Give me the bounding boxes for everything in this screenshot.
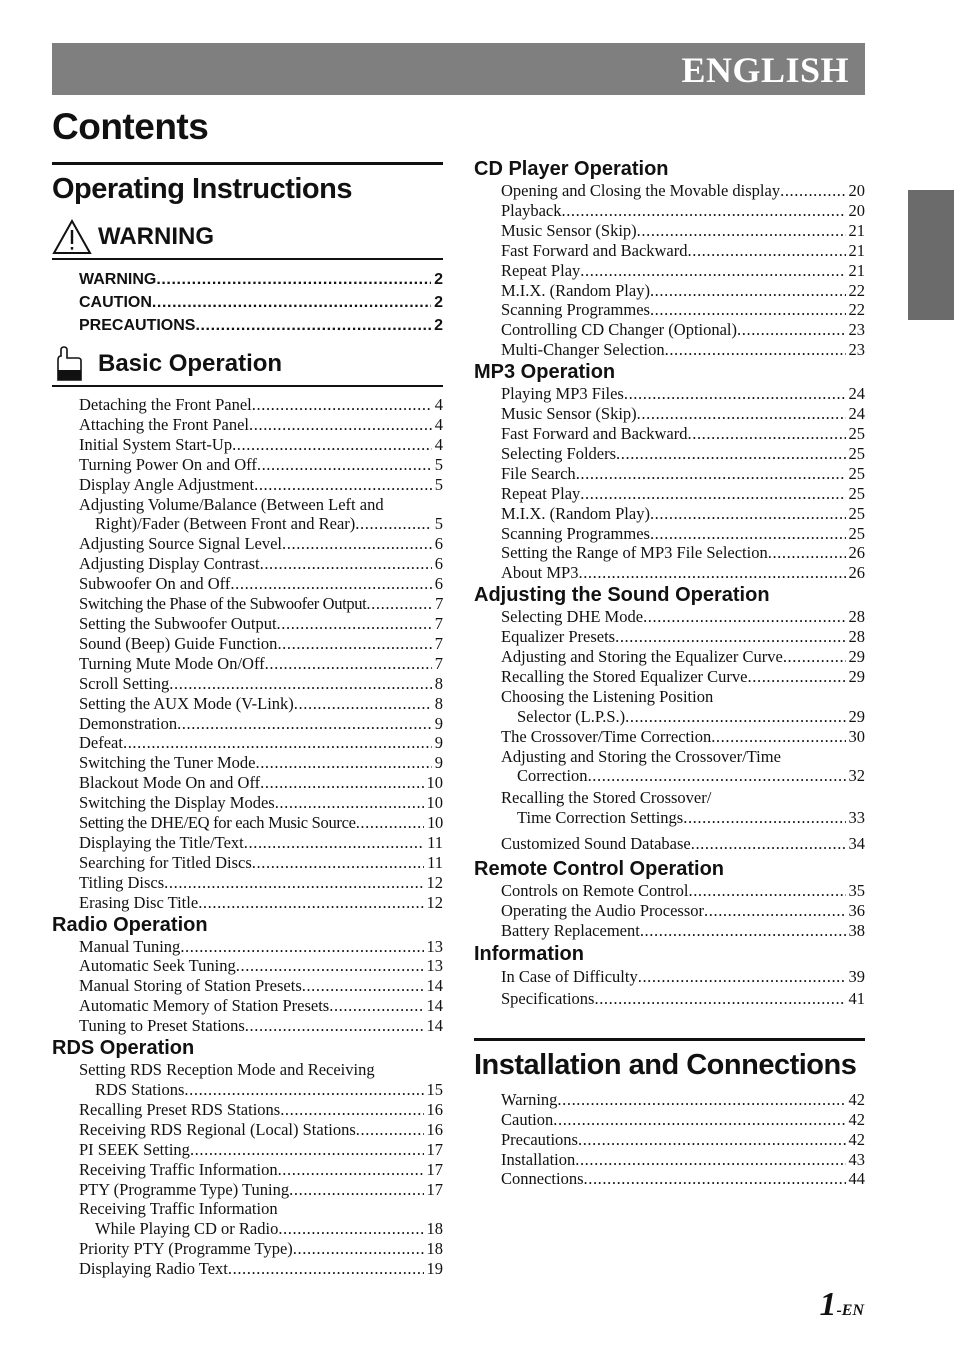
toc-entry[interactable]: Controlling CD Changer (Optional) ..... 23: [501, 320, 865, 340]
toc-entry[interactable]: Titling Discs ..... 12: [79, 873, 443, 893]
information-list: [474, 966, 865, 1010]
side-tab-marker: [908, 190, 954, 320]
toc-entry[interactable]: Fast Forward and Backward ..... 21: [501, 241, 865, 261]
toc-entry[interactable]: Connections ..... 44: [501, 1169, 865, 1189]
toc-entry[interactable]: Defeat ..... 9: [79, 733, 443, 753]
toc-entry[interactable]: Subwoofer On and Off ..... 6: [79, 574, 443, 594]
toc-entry[interactable]: Warning ..... 42: [501, 1090, 865, 1110]
toc-entry[interactable]: Scanning Programmes ..... 25: [501, 524, 865, 544]
toc-entry[interactable]: Manual Storing of Station Presets ..... 14: [79, 976, 443, 996]
toc-entry[interactable]: Precautions ..... 42: [501, 1130, 865, 1150]
toc-entry-multiline[interactable]: Setting RDS Reception Mode and Receiving RDS Stations ..... 15: [79, 1060, 443, 1100]
warning-list: [52, 268, 443, 337]
section-header-warning: [52, 216, 443, 258]
chapter-title-information: Information: [474, 942, 584, 965]
toc-entry[interactable]: Music Sensor (Skip) ..... 21: [501, 221, 865, 241]
toc-entry[interactable]: Attaching the Front Panel ..... 4: [79, 415, 443, 435]
sound-list-continued: [474, 727, 865, 747]
toc-entry[interactable]: Equalizer Presets ..... 28: [501, 627, 865, 647]
toc-entry[interactable]: Automatic Seek Tuning ..... 13: [79, 956, 443, 976]
toc-entry[interactable]: Scanning Programmes ..... 22: [501, 300, 865, 320]
language-banner: [52, 43, 865, 95]
right-column: [474, 157, 865, 1189]
divider: [52, 385, 443, 387]
toc-entry[interactable]: PI SEEK Setting ..... 17: [79, 1140, 443, 1160]
toc-entry[interactable]: Selecting Folders ..... 25: [501, 444, 865, 464]
toc-entry[interactable]: Recalling Preset RDS Stations ..... 16: [79, 1100, 443, 1120]
toc-entry[interactable]: Setting the AUX Mode (V-Link) ..... 8: [79, 694, 443, 714]
rds-list-continued: [52, 1239, 443, 1279]
chapter-title-radio: Radio Operation: [52, 913, 208, 936]
toc-entry[interactable]: Selecting DHE Mode ..... 28: [501, 607, 865, 627]
toc-entry[interactable]: Operating the Audio Processor ..... 36: [501, 901, 865, 921]
toc-entry[interactable]: Automatic Memory of Station Presets ..... 14: [79, 996, 443, 1016]
section-header-basic: [52, 343, 443, 385]
divider: [474, 1038, 865, 1041]
toc-entry[interactable]: Switching the Phase of the Subwoofer Output ..... 7: [79, 594, 443, 614]
toc-entry[interactable]: Customized Sound Database ..... 34: [501, 834, 865, 854]
toc-entry[interactable]: Controls on Remote Control ..... 35: [501, 881, 865, 901]
toc-entry[interactable]: Display Angle Adjustment ..... 5: [79, 475, 443, 495]
chapter-title-cd: CD Player Operation: [474, 158, 669, 180]
toc-entry[interactable]: M.I.X. (Random Play) ..... 22: [501, 281, 865, 301]
toc-entry[interactable]: Switching the Display Modes ..... 10: [79, 793, 443, 813]
toc-entry[interactable]: Demonstration ..... 9: [79, 714, 443, 734]
toc-entry[interactable]: Opening and Closing the Movable display ..... 20: [501, 181, 865, 201]
toc-entry-multiline[interactable]: Adjusting Volume/Balance (Between Left and Right)/Fader (Between Front and Rear) ..... 5: [79, 495, 443, 535]
sound-list: [474, 607, 865, 687]
chapter-title-sound: Adjusting the Sound Operation: [474, 584, 770, 607]
sound-list-final: [474, 834, 865, 854]
toc-entry[interactable]: Fast Forward and Backward ..... 25: [501, 424, 865, 444]
toc-entry[interactable]: Switching the Tuner Mode ..... 9: [79, 753, 443, 773]
radio-list: [52, 937, 443, 1037]
toc-entry-multiline[interactable]: Receiving Traffic Information While Playing CD or Radio ..... 18: [79, 1199, 443, 1239]
basic-list-continued: [52, 534, 443, 912]
toc-entry[interactable]: Priority PTY (Programme Type) ..... 18: [79, 1239, 443, 1259]
toc-entry-multiline[interactable]: Adjusting and Storing the Crossover/Time Correction ..... 32: [501, 747, 865, 787]
toc-entry-precautions[interactable]: PRECAUTIONS ..... 2: [79, 314, 443, 337]
toc-entry[interactable]: Displaying the Title/Text ..... 11: [79, 833, 443, 853]
rds-list: [52, 1100, 443, 1200]
toc-entry[interactable]: M.I.X. (Random Play) ..... 25: [501, 504, 865, 524]
toc-entry[interactable]: About MP3 ..... 26: [501, 563, 865, 583]
toc-entry[interactable]: Repeat Play ..... 21: [501, 261, 865, 281]
installation-list: [474, 1090, 865, 1190]
banner-label: ENGLISH: [681, 50, 849, 90]
toc-entry[interactable]: Recalling the Stored Equalizer Curve ..... 29: [501, 667, 865, 687]
section-title-basic: Basic Operation: [98, 350, 283, 377]
toc-entry-warning[interactable]: WARNING ..... 2: [79, 268, 443, 291]
chapter-title-mp3: MP3 Operation: [474, 361, 616, 384]
toc-entry-multiline[interactable]: Recalling the Stored Crossover/ Time Correction Settings ..... 33: [501, 788, 865, 828]
divider: [52, 162, 443, 165]
toc-entry[interactable]: Music Sensor (Skip) ..... 24: [501, 404, 865, 424]
toc-entry[interactable]: Sound (Beep) Guide Function ..... 7: [79, 634, 443, 654]
toc-entry[interactable]: Playing MP3 Files ..... 24: [501, 384, 865, 404]
toc-entry[interactable]: Repeat Play ..... 25: [501, 484, 865, 504]
chapter-title-remote: Remote Control Operation: [474, 858, 725, 881]
toc-entry[interactable]: Scroll Setting ..... 8: [79, 674, 443, 694]
left-column: [52, 162, 443, 1279]
toc-entry[interactable]: Turning Mute Mode On/Off ..... 7: [79, 654, 443, 674]
toc-entry[interactable]: Multi-Changer Selection ..... 23: [501, 340, 865, 360]
toc-entry[interactable]: File Search ..... 25: [501, 464, 865, 484]
toc-entry[interactable]: Adjusting Source Signal Level ..... 6: [79, 534, 443, 554]
divider: [52, 258, 443, 260]
toc-entry[interactable]: Adjusting Display Contrast ..... 6: [79, 554, 443, 574]
toc-entry-multiline[interactable]: Choosing the Listening Position Selector (L.P.S.) ..... 29: [501, 687, 865, 727]
toc-entry[interactable]: Battery Replacement ..... 38: [501, 921, 865, 941]
toc-entry[interactable]: Blackout Mode On and Off ..... 10: [79, 773, 443, 793]
toc-entry-caution[interactable]: CAUTION ..... 2: [79, 291, 443, 314]
toc-entry[interactable]: Detaching the Front Panel ..... 4: [79, 395, 443, 415]
toc-entry[interactable]: Receiving Traffic Information ..... 17: [79, 1160, 443, 1180]
toc-entry[interactable]: Turning Power On and Off ..... 5: [79, 455, 443, 475]
mp3-list: [474, 384, 865, 583]
toc-entry[interactable]: Receiving RDS Regional (Local) Stations ..... 16: [79, 1120, 443, 1140]
toc-entry[interactable]: Setting the Subwoofer Output ..... 7: [79, 614, 443, 634]
basic-list: [52, 395, 443, 495]
toc-entry[interactable]: Searching for Titled Discs ..... 11: [79, 853, 443, 873]
warning-triangle-icon: [52, 217, 98, 257]
page-title: Contents: [52, 106, 209, 147]
toc-entry[interactable]: Playback ..... 20: [501, 201, 865, 221]
toc-entry[interactable]: Caution ..... 42: [501, 1110, 865, 1130]
toc-entry[interactable]: Displaying Radio Text ..... 19: [79, 1259, 443, 1279]
part-title-installation: Installation and Connections: [474, 1048, 857, 1081]
toc-entry[interactable]: Tuning to Preset Stations ..... 14: [79, 1016, 443, 1036]
hand-pointer-icon: [52, 344, 98, 384]
toc-entry[interactable]: Installation ..... 43: [501, 1150, 865, 1170]
toc-entry[interactable]: Specifications ..... 41: [501, 988, 865, 1010]
section-title-warning: WARNING: [98, 223, 214, 250]
toc-entry[interactable]: Setting the Range of MP3 File Selection ..... 26: [501, 543, 865, 563]
toc-entry[interactable]: Adjusting and Storing the Equalizer Curve ..... 29: [501, 647, 865, 667]
toc-entry[interactable]: Erasing Disc Title ..... 12: [79, 893, 443, 913]
chapter-title-rds: RDS Operation: [52, 1037, 195, 1060]
remote-list: [474, 881, 865, 941]
toc-entry[interactable]: Initial System Start-Up ..... 4: [79, 435, 443, 455]
part-title-operating: Operating Instructions: [52, 173, 352, 205]
cd-list: [474, 181, 865, 360]
page-number: 1-EN: [819, 1286, 864, 1323]
toc-entry[interactable]: PTY (Programme Type) Tuning ..... 17: [79, 1180, 443, 1200]
toc-entry[interactable]: The Crossover/Time Correction ..... 30: [501, 727, 865, 747]
toc-entry[interactable]: In Case of Difficulty ..... 39: [501, 966, 865, 988]
toc-entry[interactable]: Setting the DHE/EQ for each Music Source ..... 10: [79, 813, 443, 833]
toc-entry[interactable]: Manual Tuning ..... 13: [79, 937, 443, 957]
